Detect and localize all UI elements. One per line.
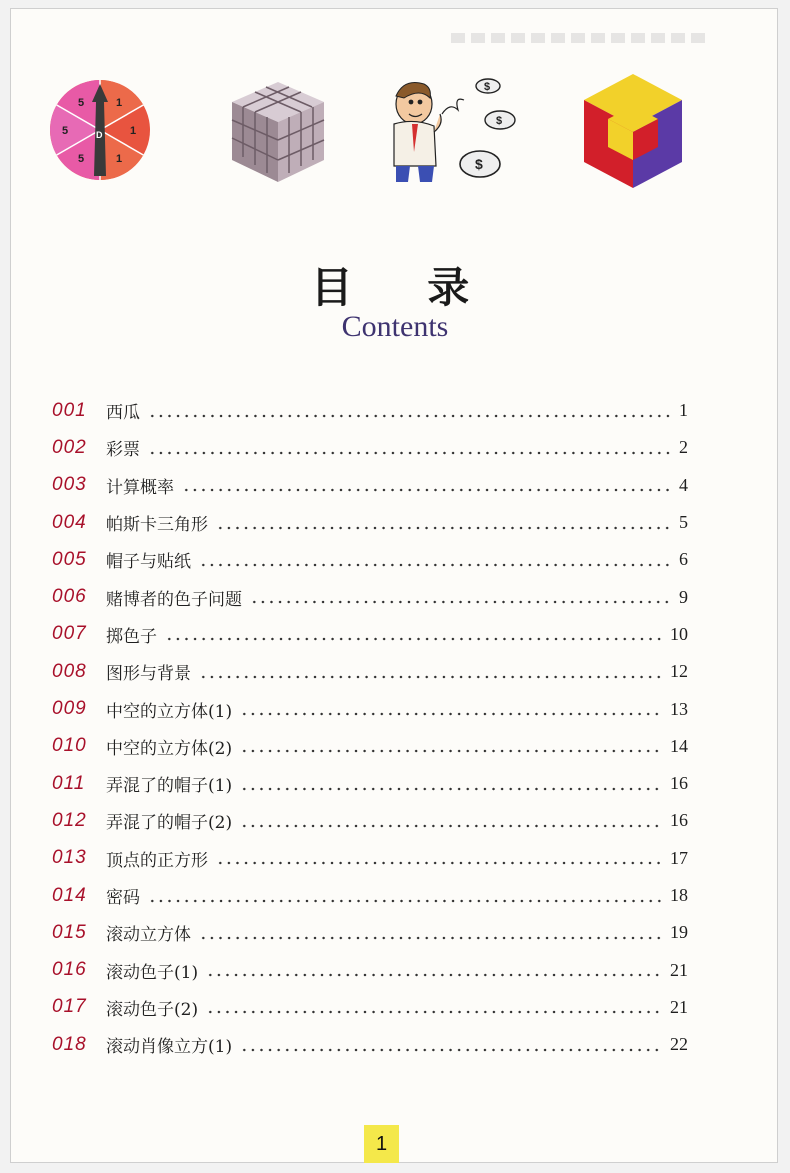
spinner-label: 1 — [116, 97, 123, 109]
dot-leader — [240, 712, 662, 716]
entry-title: 滚动肖像立方(1) — [106, 1037, 233, 1058]
spinner-label: 5 — [78, 97, 85, 109]
entry-title: 中空的立方体(2) — [106, 738, 233, 759]
spinner-label: D — [96, 130, 103, 140]
maze-cube-icon — [228, 80, 328, 184]
dot-leader — [206, 1010, 662, 1014]
entry-number: 001 — [52, 399, 87, 421]
dot-leader — [148, 414, 670, 418]
man-flipping-coins-icon — [384, 74, 524, 186]
entry-number: 007 — [52, 623, 87, 645]
entry-title: 帽子与贴纸 — [106, 552, 191, 573]
entry-title: 赌博者的色子问题 — [106, 589, 242, 610]
spinner-label: 1 — [130, 125, 137, 137]
entry-page: 16 — [670, 773, 688, 794]
toc-entry[interactable] — [52, 653, 688, 690]
spinner-label: 5 — [62, 125, 69, 137]
entry-page: 19 — [670, 922, 688, 943]
entry-title: 滚动立方体 — [106, 925, 191, 946]
entry-number: 011 — [52, 772, 86, 794]
entry-page: 2 — [679, 437, 688, 458]
dot-leader — [206, 973, 662, 977]
dot-leader — [199, 675, 662, 679]
entry-number: 012 — [52, 809, 87, 831]
entry-number: 006 — [52, 586, 87, 608]
toc-entry[interactable] — [52, 690, 688, 727]
toc-entry[interactable] — [52, 765, 688, 802]
toc-entry[interactable] — [52, 541, 688, 578]
entry-title: 弄混了的帽子(1) — [106, 776, 233, 797]
entry-page: 16 — [670, 810, 688, 831]
entry-number: 010 — [52, 735, 87, 757]
entry-page: 13 — [670, 698, 688, 719]
entry-title: 中空的立方体(1) — [106, 701, 233, 722]
toc-title-english: Contents — [341, 310, 449, 343]
entry-number: 009 — [52, 698, 87, 720]
dot-leader — [148, 451, 670, 455]
toc-entry[interactable] — [52, 467, 688, 504]
toc-entry[interactable] — [52, 914, 688, 951]
entry-page: 1 — [679, 400, 688, 421]
toc-entry[interactable] — [52, 877, 688, 914]
dot-leader — [240, 787, 662, 791]
entry-title: 彩票 — [106, 440, 140, 461]
entry-number: 004 — [52, 511, 87, 533]
entry-page: 21 — [670, 959, 688, 980]
dot-leader — [216, 526, 670, 530]
dot-leader — [182, 488, 670, 492]
dot-leader — [199, 936, 662, 940]
spinner-label: 1 — [116, 153, 123, 165]
entry-number: 003 — [52, 474, 87, 496]
toc-entry[interactable] — [52, 951, 688, 988]
entry-page: 22 — [670, 1034, 688, 1055]
toc-entry[interactable] — [52, 989, 688, 1026]
coin-label: $ — [496, 115, 503, 127]
dot-leader — [250, 600, 670, 604]
impossible-cube-icon — [582, 72, 684, 190]
entry-page: 5 — [679, 512, 688, 533]
toc-entry[interactable] — [52, 728, 688, 765]
entry-page: 10 — [670, 623, 688, 644]
toc-entry[interactable] — [52, 429, 688, 466]
entry-page: 12 — [670, 661, 688, 682]
dot-leader — [216, 861, 662, 865]
page-number-badge: 1 — [364, 1125, 399, 1163]
dot-leader — [240, 1048, 662, 1052]
entry-page: 6 — [679, 549, 688, 570]
entry-page: 18 — [670, 885, 688, 905]
dot-leader — [165, 637, 662, 641]
entry-number: 017 — [52, 996, 87, 1018]
entry-title: 帕斯卡三角形 — [106, 515, 208, 536]
toc-entry[interactable] — [52, 392, 688, 429]
entry-page: 14 — [670, 735, 688, 756]
dot-leader — [240, 824, 662, 828]
entry-number: 008 — [52, 660, 87, 682]
toc-entry[interactable] — [52, 1026, 688, 1063]
entry-page: 21 — [670, 996, 688, 1017]
dot-leader — [148, 899, 662, 903]
entry-page: 9 — [679, 586, 688, 607]
coin-label: $ — [484, 81, 491, 93]
table-of-contents — [52, 392, 688, 1063]
entry-number: 014 — [52, 884, 87, 906]
entry-number: 002 — [52, 436, 87, 458]
toc-title-chinese: 目 录 — [310, 263, 500, 312]
toc-entry[interactable] — [52, 578, 688, 615]
faded-header-text — [451, 33, 711, 43]
entry-number: 015 — [52, 921, 87, 943]
entry-title: 弄混了的帽子(2) — [106, 813, 233, 834]
toc-entry[interactable] — [52, 504, 688, 541]
entry-title: 西瓜 — [106, 403, 140, 424]
entry-number: 018 — [52, 1033, 87, 1055]
entry-title: 计算概率 — [106, 477, 174, 498]
entry-title: 滚动色子(1) — [106, 962, 199, 983]
toc-entry[interactable] — [52, 616, 688, 653]
entry-number: 016 — [52, 959, 87, 981]
spinner-icon — [48, 78, 152, 182]
toc-entry[interactable] — [52, 802, 688, 839]
entry-number: 005 — [52, 548, 87, 570]
toc-entry[interactable] — [52, 840, 688, 877]
entry-title: 密码 — [106, 888, 140, 908]
entry-title: 图形与背景 — [106, 664, 191, 685]
entry-page: 4 — [679, 474, 688, 495]
dot-leader — [240, 749, 662, 753]
dot-leader — [199, 563, 670, 567]
entry-title: 掷色子 — [106, 626, 157, 647]
entry-number: 013 — [52, 847, 87, 869]
entry-title: 顶点的正方形 — [106, 850, 208, 871]
entry-page: 17 — [670, 847, 688, 868]
entry-title: 滚动色子(2) — [106, 999, 199, 1020]
coin-label: $ — [475, 156, 483, 172]
spinner-label: 5 — [78, 153, 85, 165]
